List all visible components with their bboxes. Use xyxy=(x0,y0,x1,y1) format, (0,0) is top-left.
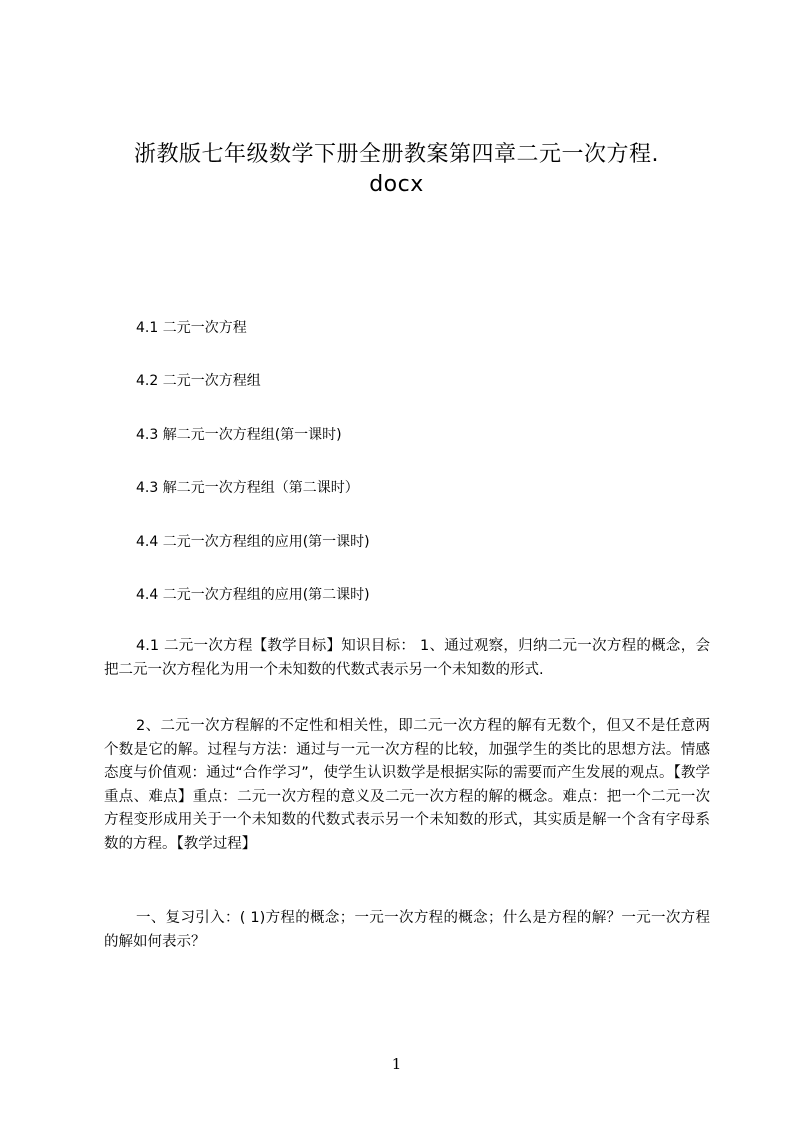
document-title-line-1: 浙教版七年级数学下册全册教案第四章二元一次方程. xyxy=(134,142,659,167)
body-paragraph-review: 一、复习引入：( 1)方程的概念；一元一次方程的概念；什么是方程的解？一元一次方程的解如何表示？ xyxy=(104,910,710,950)
toc-item: 4.4 二元一次方程组的应用(第一课时) xyxy=(136,534,370,550)
toc-item: 4.4 二元一次方程组的应用(第二课时) xyxy=(136,587,370,603)
toc-item: 4.3 解二元一次方程组(第一课时) xyxy=(136,427,342,443)
toc-item: 4.1 二元一次方程 xyxy=(136,320,247,336)
toc-item: 4.2 二元一次方程组 xyxy=(136,373,261,389)
body-paragraph-objectives: 4.1 二元一次方程【教学目标】知识目标： 1、通过观察，归纳二元一次方程的概念，会把二元一次方程化为用一个未知数的代数式表示另一个未知数的形式. xyxy=(104,638,710,678)
toc-item: 4.3 解二元一次方程组（第二课时） xyxy=(136,480,359,496)
page-number: 1 xyxy=(391,1055,402,1073)
document-title xyxy=(90,140,703,200)
body-paragraph-objectives-continued: 2、二元一次方程解的不定性和相关性，即二元一次方程的解有无数个，但又不是任意两个数是它的解。过程与方法：通过与一元一次方程的比较，加强学生的类比的思想方法。情感态度与价值观：通过“合作学习”，使学生认识数学是根据实际的需要而产生发展的观点。【教学重点、难点】重点：二元一次方程的意义及二元一次方程的解的概念。难点：把一个二元一次方程变形成用关于一个未知数的代数式表示另一个未知数的形式，其实质是解一个含有字母系数的方程。【教学过程】 xyxy=(104,718,710,852)
document-title-line-2: docx xyxy=(369,172,424,197)
